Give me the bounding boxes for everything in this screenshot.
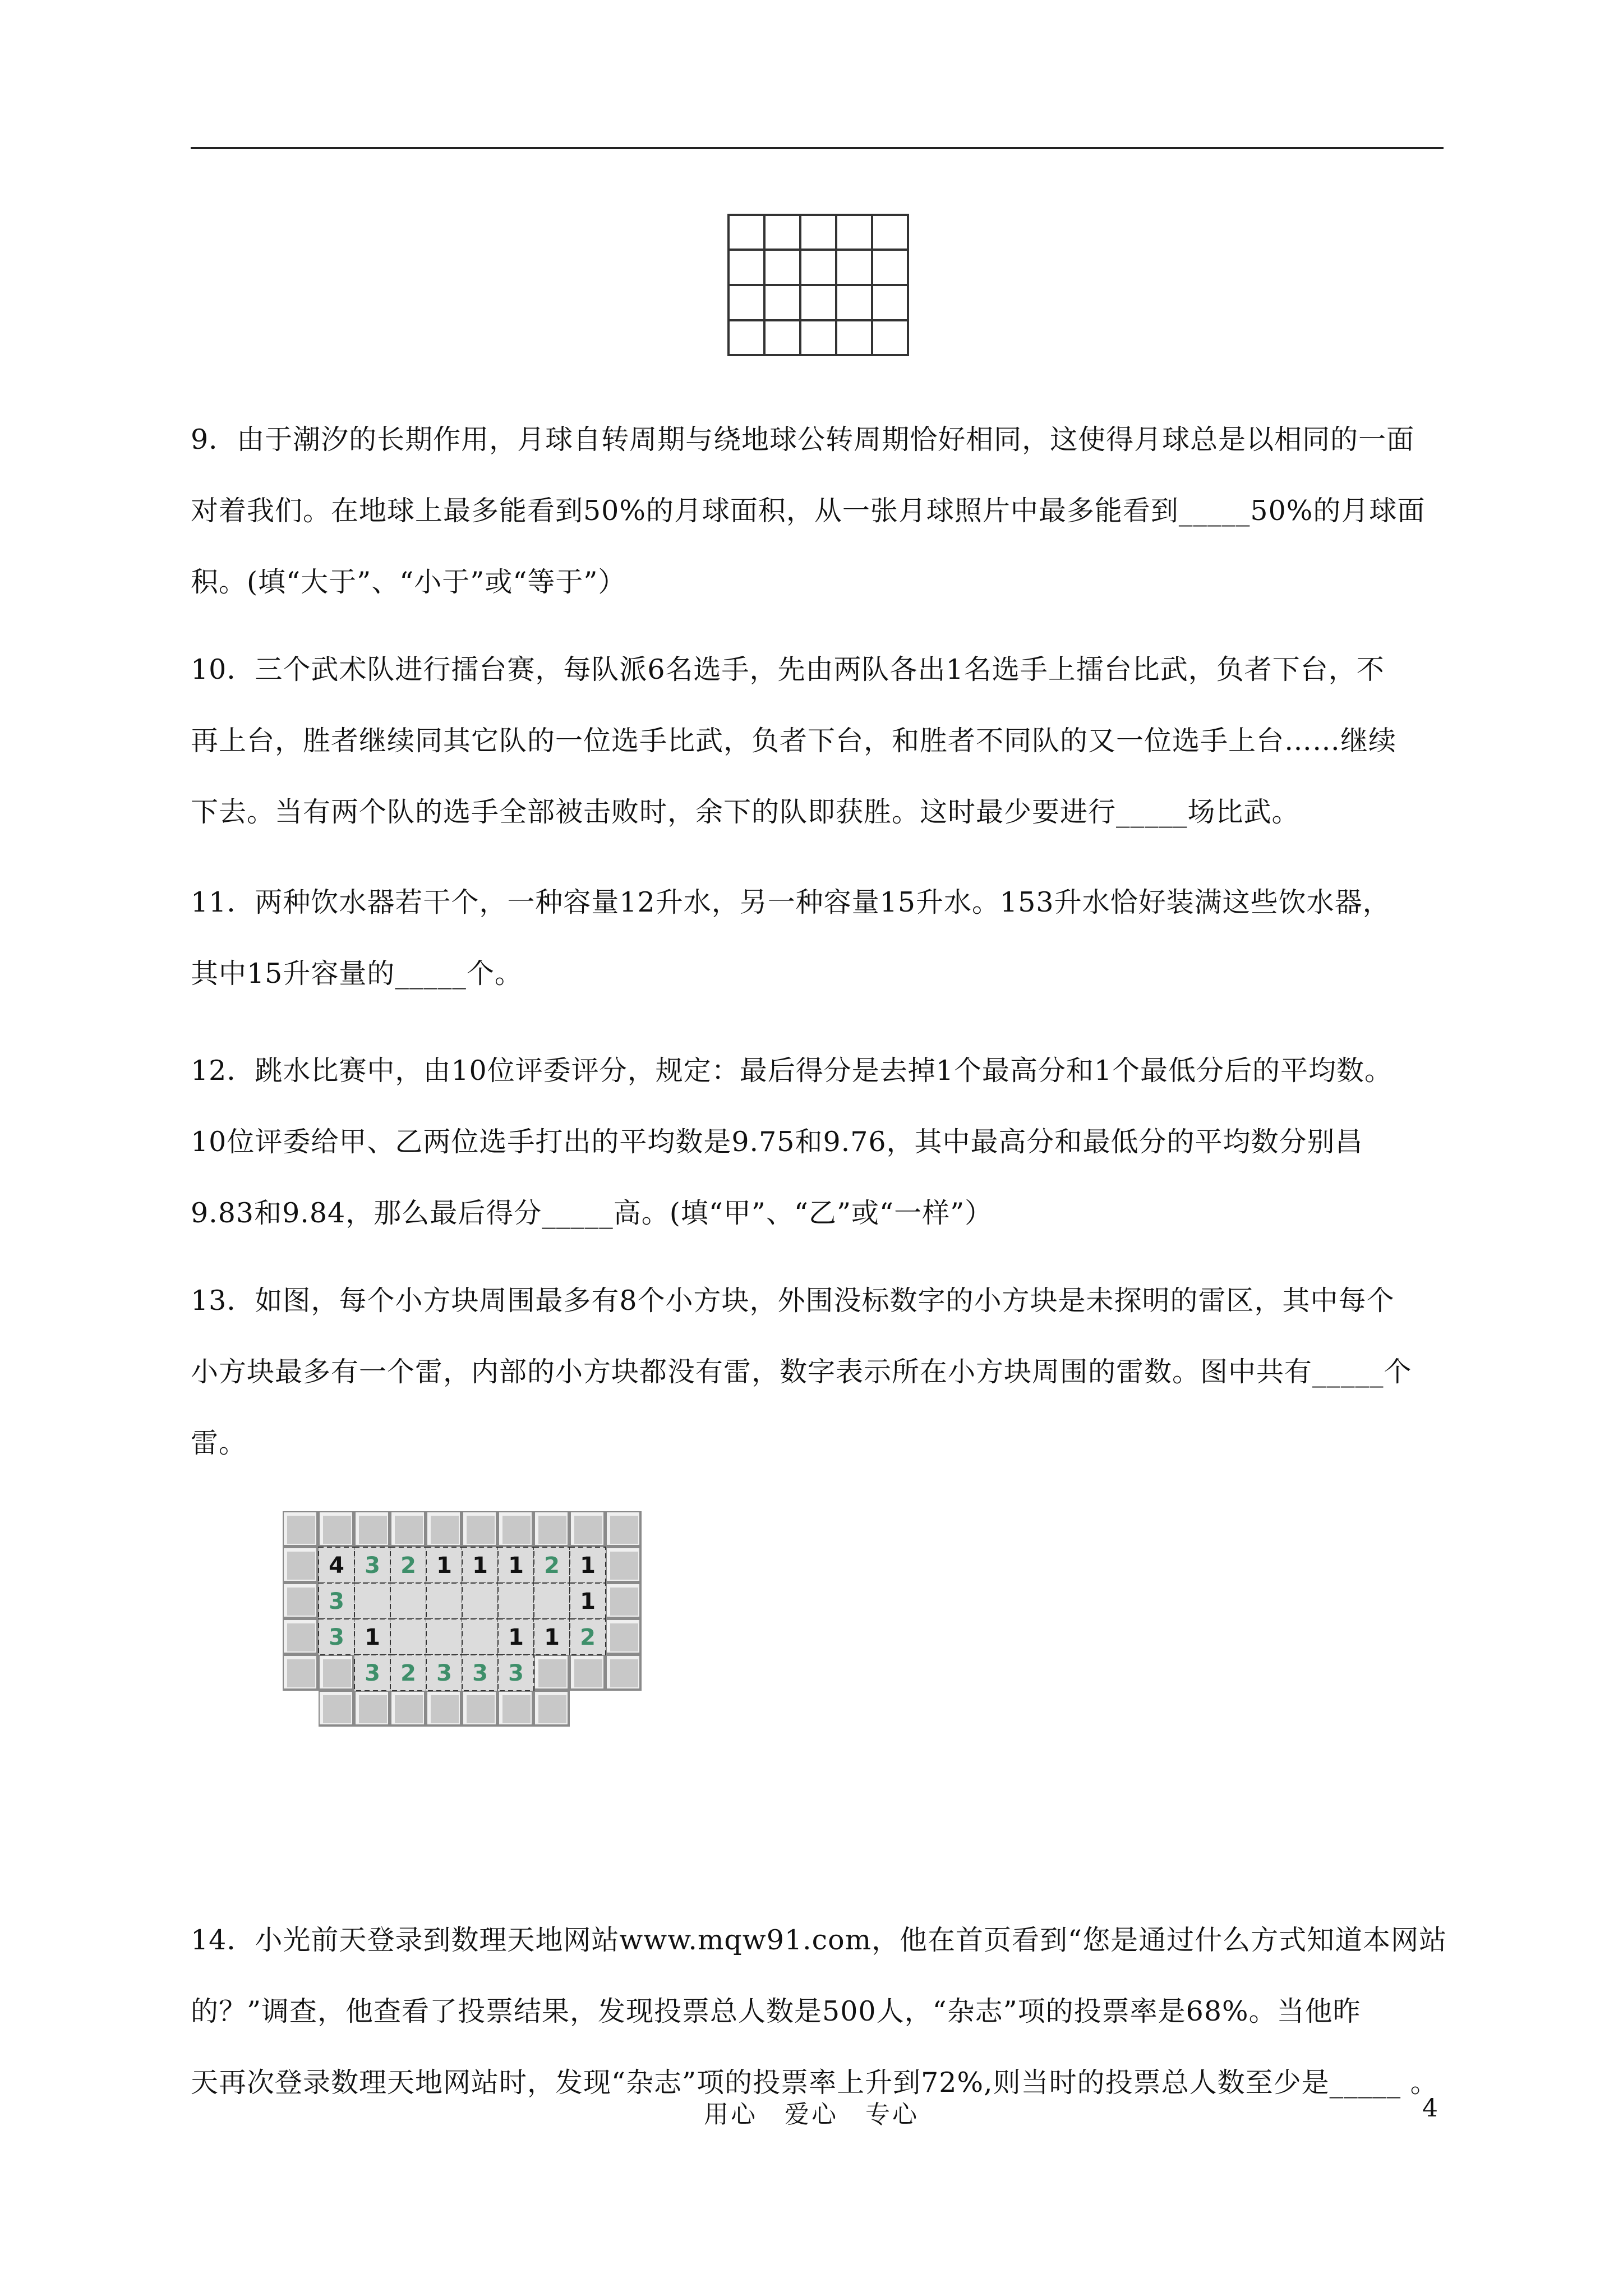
unrevealed-tile <box>498 1511 534 1547</box>
unrevealed-tile <box>390 1691 426 1727</box>
problem-9 <box>191 404 1444 618</box>
unrevealed-tile <box>606 1583 642 1619</box>
unrevealed-tile <box>570 1511 606 1547</box>
mine-count-number: 1 <box>436 1553 452 1579</box>
problem-10-line-1: 10．三个武术队进行擂台赛，每队派6名选手，先由两队各出1名选手上擂台比武，负者下台，不 <box>191 654 1385 685</box>
unrevealed-tile <box>283 1655 319 1691</box>
revealed-cell <box>426 1583 462 1619</box>
unrevealed-tile <box>606 1547 642 1583</box>
unrevealed-tile <box>606 1655 642 1691</box>
problem-12 <box>191 1035 1444 1249</box>
problem-12-line-3: 9.83和9.84，那么最后得分_____高。(填“甲”、“乙”或“一样”） <box>191 1197 993 1229</box>
problem-13 <box>191 1265 1444 1479</box>
unrevealed-tile <box>426 1511 462 1547</box>
unrevealed-tile <box>606 1511 642 1547</box>
problem-13-line-1: 13．如图，每个小方块周围最多有8个小方块，外围没标数字的小方块是未探明的雷区，其中每个 <box>191 1285 1395 1317</box>
mine-count-number: 4 <box>329 1553 344 1579</box>
unrevealed-tile <box>462 1511 498 1547</box>
problem-10-line-3: 下去。当有两个队的选手全部被击败时，余下的队即获胜。这时最少要进行_____场比武。 <box>191 796 1300 828</box>
revealed-cell <box>390 1583 426 1619</box>
unrevealed-tile <box>354 1691 390 1727</box>
minesweeper-figure <box>280 1509 645 1733</box>
unrevealed-tile <box>319 1691 354 1727</box>
problem-14-line-1: 14．小光前天登录到数理天地网站www.mqw91.com，他在首页看到“您是通过什么方式知道本网站 <box>191 1924 1447 1956</box>
mine-count-number: 2 <box>400 1553 416 1579</box>
revealed-cell <box>498 1583 534 1619</box>
problem-12-line-2: 10位评委给甲、乙两位选手打出的平均数是9.75和9.76，其中最高分和最低分的平均数分别昌 <box>191 1126 1363 1158</box>
revealed-cell <box>462 1619 498 1655</box>
unrevealed-tile <box>390 1511 426 1547</box>
mine-count-number: 1 <box>580 1553 596 1579</box>
unrevealed-tile <box>534 1691 570 1727</box>
mine-count-number: 3 <box>508 1660 524 1686</box>
unrevealed-tile <box>283 1583 319 1619</box>
unrevealed-tile <box>283 1619 319 1655</box>
mine-count-number: 2 <box>580 1625 596 1650</box>
mine-count-number: 3 <box>436 1660 452 1686</box>
revealed-cell <box>534 1583 570 1619</box>
problem-14 <box>191 1904 1447 2118</box>
revealed-cell <box>390 1619 426 1655</box>
mine-count-number: 3 <box>365 1553 380 1579</box>
unrevealed-tile <box>283 1547 319 1583</box>
mine-count-number: 1 <box>580 1589 596 1614</box>
unrevealed-tile <box>534 1655 570 1691</box>
footer-motto: 用心 爱心 专心 <box>704 2100 919 2129</box>
mine-count-number: 1 <box>472 1553 488 1579</box>
problem-9-line-3: 积。(填“大于”、“小于”或“等于”） <box>191 566 626 598</box>
mine-count-number: 1 <box>508 1553 524 1579</box>
problem-10 <box>191 634 1444 848</box>
unrevealed-tile <box>606 1619 642 1655</box>
mine-count-number: 1 <box>544 1625 560 1650</box>
unrevealed-tile <box>319 1511 354 1547</box>
unrevealed-tile <box>354 1511 390 1547</box>
mine-count-number: 3 <box>329 1589 344 1614</box>
problem-10-line-2: 再上台，胜者继续同其它队的一位选手比武，负者下台，和胜者不同队的又一位选手上台……继续 <box>191 725 1397 757</box>
problem-11 <box>191 867 1444 1009</box>
mine-count-number: 1 <box>365 1625 380 1650</box>
unrevealed-tile <box>426 1691 462 1727</box>
grid-figure <box>726 212 911 358</box>
mine-count-number: 2 <box>544 1553 560 1579</box>
mine-count-number: 3 <box>472 1660 488 1686</box>
mine-count-number: 1 <box>508 1625 524 1650</box>
revealed-cell <box>462 1583 498 1619</box>
problem-9-line-1: 9．由于潮汐的长期作用，月球自转周期与绕地球公转周期恰好相同，这使得月球总是以相同的一面 <box>191 424 1415 455</box>
problem-14-line-2: 的？”调查，他查看了投票结果，发现投票总人数是500人，“杂志”项的投票率是68%。当他昨 <box>191 1995 1361 2027</box>
problem-9-line-2: 对着我们。在地球上最多能看到50%的月球面积，从一张月球照片中最多能看到_____50%的月球面 <box>191 495 1426 527</box>
mine-count-number: 3 <box>365 1660 380 1686</box>
unrevealed-tile <box>498 1691 534 1727</box>
mine-count-number: 2 <box>400 1660 416 1686</box>
header-rule <box>191 147 1444 149</box>
revealed-cell <box>354 1583 390 1619</box>
problem-14-line-3: 天再次登录数理天地网站时，发现“杂志”项的投票率上升到72%,则当时的投票总人数至少是_____ 。 <box>191 2067 1438 2099</box>
unrevealed-tile <box>462 1691 498 1727</box>
unrevealed-tile <box>283 1511 319 1547</box>
problem-11-line-1: 11．两种饮水器若干个，一种容量12升水，另一种容量15升水。153升水恰好装满这些饮水器， <box>191 886 1391 918</box>
unrevealed-tile <box>319 1655 354 1691</box>
mine-count-number: 3 <box>329 1625 344 1650</box>
unrevealed-tile <box>570 1655 606 1691</box>
revealed-cell <box>426 1619 462 1655</box>
problem-12-line-1: 12．跳水比赛中，由10位评委评分，规定：最后得分是去掉1个最高分和1个最低分后的平均数。 <box>191 1055 1393 1087</box>
unrevealed-tile <box>534 1511 570 1547</box>
problem-13-line-3: 雷。 <box>191 1427 247 1459</box>
problem-13-line-2: 小方块最多有一个雷，内部的小方块都没有雷，数字表示所在小方块周围的雷数。图中共有_____个 <box>191 1356 1412 1388</box>
page-number: 4 <box>1422 2094 1438 2123</box>
problem-11-line-2: 其中15升容量的_____个。 <box>191 958 523 990</box>
